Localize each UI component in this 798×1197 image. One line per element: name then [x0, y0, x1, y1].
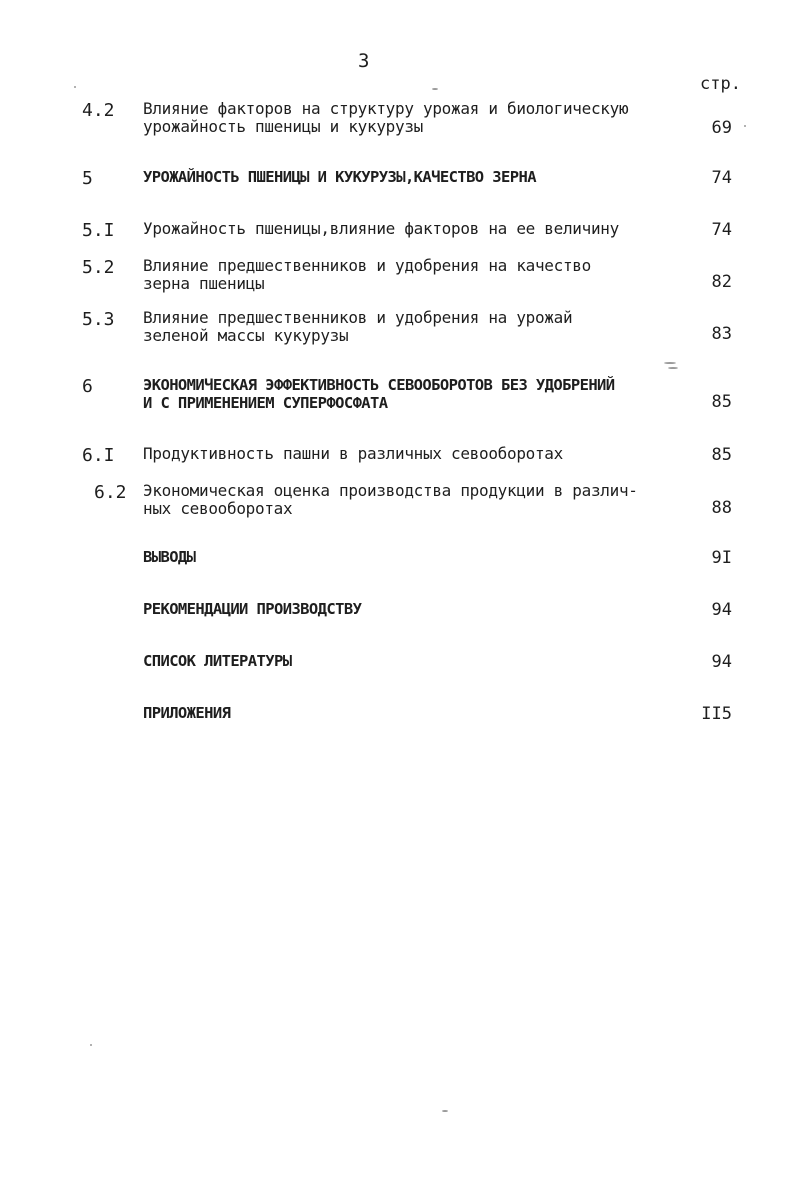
toc-entry-number: 6.I: [82, 445, 115, 466]
toc-entry-title: СПИСОК ЛИТЕРАТУРЫ: [143, 652, 292, 670]
toc-entry-page: 82: [711, 272, 732, 292]
scan-speck: [668, 367, 678, 369]
toc-entry-page: 9I: [711, 548, 732, 568]
toc-entry-number: 6.2: [94, 482, 127, 503]
toc-entry-page: 85: [711, 392, 732, 412]
toc-entry-number: 5: [82, 168, 93, 189]
toc-entry-title: Влияние факторов на структуру урожая и биологическую урожайность пшеницы и кукурузы: [143, 99, 629, 136]
toc-entry-number: 5.3: [82, 309, 115, 330]
toc-entry-page: 85: [711, 445, 732, 465]
toc-entry-title: Влияние предшественников и удобрения на качество зерна пшеницы: [143, 256, 591, 293]
scan-speck: [664, 362, 676, 364]
toc-entry-title: ВЫВОДЫ: [143, 548, 196, 566]
toc-entry-title: Экономическая оценка производства продукции в различ- ных севооборотах: [143, 481, 638, 518]
toc-entry-page: II5: [701, 704, 732, 724]
toc-entry-page: 74: [711, 168, 732, 188]
page-number: 3: [358, 50, 370, 72]
toc-entry-number: 5.2: [82, 257, 115, 278]
toc-entry-page: 94: [711, 652, 732, 672]
scan-speck: [442, 1110, 448, 1112]
toc-entry-title: ПРИЛОЖЕНИЯ: [143, 704, 231, 722]
toc-entry-title: УРОЖАЙНОСТЬ ПШЕНИЦЫ И КУКУРУЗЫ,КАЧЕСТВО ЗЕРНА: [143, 168, 536, 186]
toc-entry-page: 69: [711, 118, 732, 138]
scan-speck: [74, 86, 76, 88]
toc-entry-title: Урожайность пшеницы,влияние факторов на ее величину: [143, 219, 619, 238]
scan-speck: [744, 125, 746, 127]
toc-entry-number: 5.I: [82, 220, 115, 241]
toc-entry-page: 88: [711, 498, 732, 518]
toc-entry-number: 6: [82, 376, 93, 397]
toc-entry-title: Влияние предшественников и удобрения на урожай зеленой массы кукурузы: [143, 308, 573, 345]
scan-speck: [432, 88, 438, 90]
toc-entry-page: 74: [711, 220, 732, 240]
toc-entry-title: РЕКОМЕНДАЦИИ ПРОИЗВОДСТВУ: [143, 600, 362, 618]
toc-entry-page: 94: [711, 600, 732, 620]
pages-column-heading: стр.: [700, 74, 741, 94]
toc-entry-title: ЭКОНОМИЧЕСКАЯ ЭФФЕКТИВНОСТЬ СЕВООБОРОТОВ БЕЗ УДОБРЕНИЙ И С ПРИМЕНЕНИЕМ СУПЕРФОСФАТА: [143, 376, 615, 412]
toc-entry-title: Продуктивность пашни в различных севооборотах: [143, 444, 563, 463]
toc-entry-page: 83: [711, 324, 732, 344]
scan-speck: [90, 1044, 92, 1046]
toc-entry-number: 4.2: [82, 100, 115, 121]
